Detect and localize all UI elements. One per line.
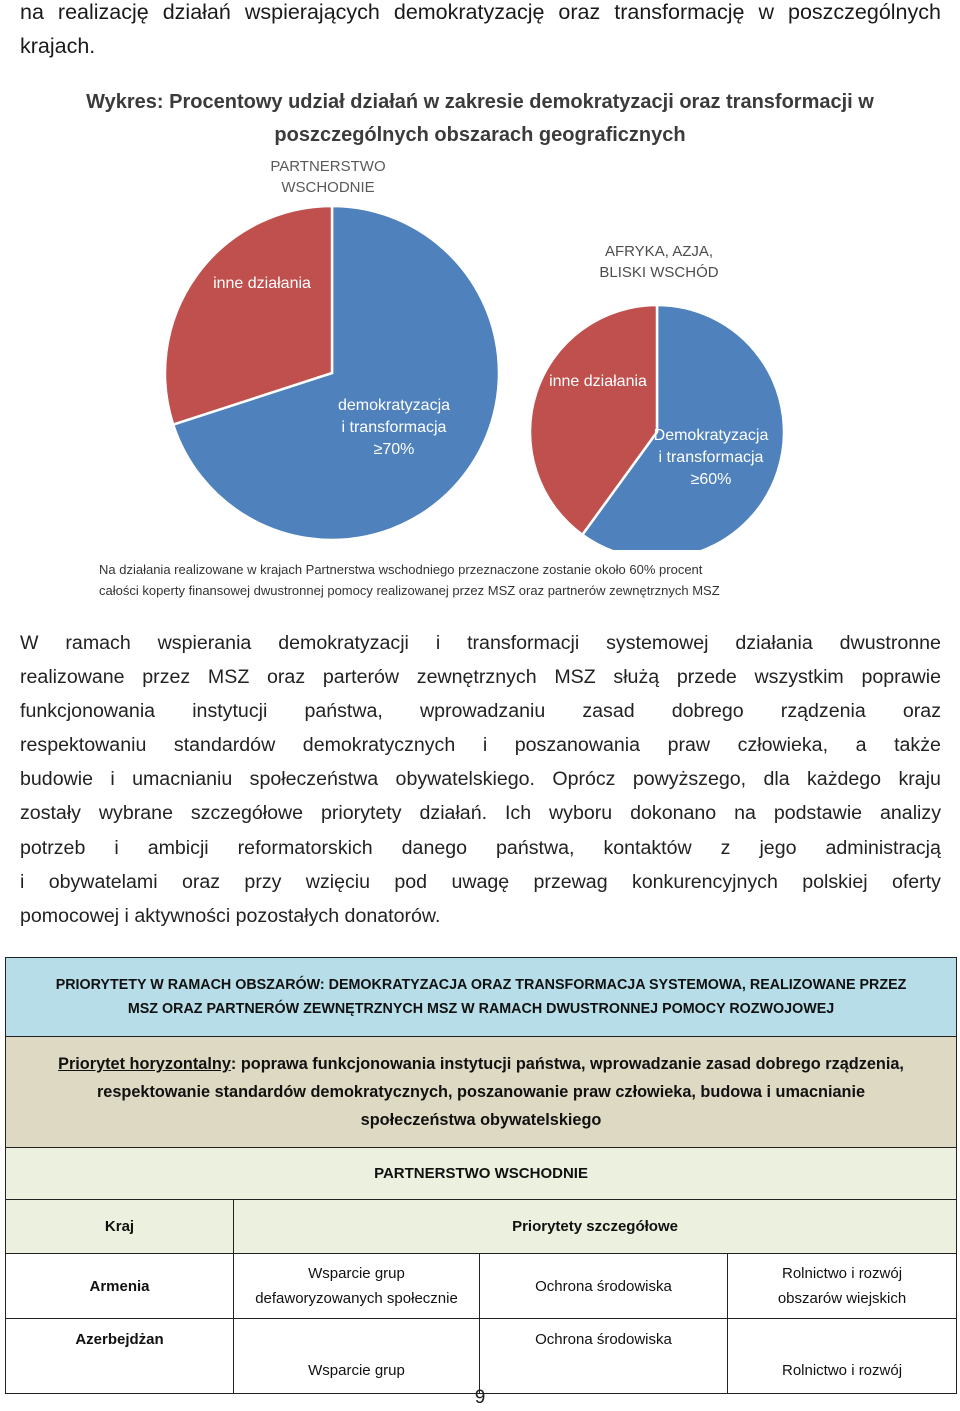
- paragraph-word: demokratycznych: [302, 734, 456, 757]
- pie-slice-label: inne działania: [213, 275, 311, 292]
- paragraph-word: państwa,: [496, 836, 575, 859]
- paragraph-word: realizowane: [20, 666, 125, 689]
- paragraph-word: administracją: [825, 836, 941, 859]
- intro-word: na: [20, 0, 44, 24]
- chart-title-line: poszczególnych obszarach geograficznych: [274, 124, 686, 146]
- intro-word: wspierających: [244, 0, 380, 24]
- paragraph-word: polskiej: [802, 870, 868, 893]
- paragraph-word: funkcjonowania: [20, 700, 156, 723]
- paragraph-word: dwustronne: [839, 632, 941, 654]
- paragraph-word: państwa,: [304, 700, 383, 723]
- paragraph-word: demokratyzacji: [278, 632, 409, 654]
- paragraph-word: umacnianiu: [132, 768, 233, 791]
- pie-slice-label: demokratyzacja i transformacja ≥70%: [337, 397, 451, 458]
- paragraph-word: wszystkim: [754, 666, 844, 689]
- paragraph-line: [20, 626, 941, 660]
- paragraph-word: zewnętrznych: [416, 666, 537, 689]
- paragraph-word: MSZ: [207, 666, 250, 689]
- intro-word: demokratyzację: [393, 0, 545, 24]
- chart-title: [0, 86, 960, 152]
- pie-chart-title: PARTNERSTWO WSCHODNIE: [270, 158, 386, 196]
- priority-cell: Rolnictwo i rozwój: [728, 1319, 957, 1394]
- paragraph-word: respektowaniu: [20, 734, 147, 757]
- paragraph-word: i: [119, 904, 129, 927]
- paragraph-word: obywatelami: [48, 870, 158, 893]
- paragraph-word: wybrane: [98, 802, 173, 825]
- paragraph-word: wzięciu: [305, 870, 371, 893]
- paragraph-line: [20, 694, 941, 728]
- table-row: [6, 1254, 957, 1319]
- intro-line-1: [20, 0, 941, 24]
- paragraph-line: [20, 762, 941, 796]
- paragraph-word: oraz: [902, 700, 941, 723]
- paragraph-word: donatorów.: [339, 904, 441, 927]
- paragraph-word: człowieka,: [737, 734, 829, 757]
- paragraph-word: aktywności: [128, 904, 231, 927]
- pie-chart-title: AFRYKA, AZJA, BLISKI WSCHÓD: [599, 243, 719, 281]
- paragraph-word: reformatorskich: [237, 836, 373, 859]
- pie-charts: [0, 150, 960, 550]
- priority-cell: Wsparcie grup defaworyzowanych społecznie: [234, 1254, 480, 1319]
- paragraph-word: priorytety: [321, 802, 402, 825]
- paragraph-word: i: [482, 734, 488, 757]
- paragraph-word: podstawie: [773, 802, 863, 825]
- horizontal-priority-label: Priorytet horyzontalny: [58, 1055, 231, 1073]
- paragraph-word: ramach: [65, 632, 131, 654]
- paragraph-word: transformacji: [467, 632, 580, 654]
- paragraph-word: przede: [676, 666, 737, 689]
- paragraph-word: dokonano: [630, 802, 717, 825]
- table-header-row: [6, 958, 957, 1037]
- paragraph-word: działań.: [419, 802, 488, 825]
- paragraph-word: zasad: [582, 700, 635, 723]
- paragraph-line: [20, 796, 941, 830]
- chart-note-line: całości koperty finansowej dwustronnej pomocy realizowanej przez MSZ oraz partnerów zewnętrznych MSZ: [99, 583, 720, 598]
- paragraph-word: poprawie: [861, 666, 941, 689]
- paragraph-line: [20, 831, 941, 865]
- paragraph-word: i: [110, 768, 115, 791]
- paragraph-word: systemowej: [606, 632, 709, 654]
- paragraph-word: przy: [244, 870, 282, 893]
- paragraph-word: W: [20, 632, 39, 654]
- intro-word: działań: [162, 0, 231, 24]
- paragraph-word: i: [114, 836, 119, 859]
- paragraph-word: szczegółowe: [190, 802, 304, 825]
- region-row: [6, 1148, 957, 1200]
- paragraph-word: praw: [667, 734, 711, 757]
- paragraph-word: poszanowania: [514, 734, 641, 757]
- paragraph-word: a: [855, 734, 867, 757]
- table-header-line: PRIORYTETY W RAMACH OBSZARÓW: DEMOKRATYZACJA ORAZ TRANSFORMACJA SYSTEMOWA, REALIZOWANE PRZEZ: [55, 977, 907, 993]
- paragraph-word: działania: [735, 632, 813, 654]
- paragraph-word: MSZ: [554, 666, 596, 689]
- paragraph-word: społeczeństwa: [249, 768, 379, 791]
- horizontal-priority-text: : poprawa funkcjonowania instytucji państwa, wprowadzanie zasad dobrego rządzenia, respektowanie standardów demokratycznych, poszanowanie praw człowieka, budowa i umacnianie społeczeństwa obywatelskiego: [96, 1055, 904, 1129]
- paragraph-word: każdego: [807, 768, 882, 791]
- paragraph-word: kontaktów: [603, 836, 692, 859]
- paragraph-word: budowie: [20, 768, 93, 791]
- paragraph-word: standardów: [173, 734, 276, 757]
- paragraph-line: [20, 865, 941, 899]
- priority-cell: Wsparcie grup: [234, 1319, 480, 1394]
- column-header-country: Kraj: [6, 1200, 234, 1254]
- paragraph-line: [20, 899, 941, 933]
- table-header-line: MSZ ORAZ PARTNERÓW ZEWNĘTRZNYCH MSZ W RAMACH DWUSTRONNEJ POMOCY ROZWOJOWEJ: [127, 1001, 835, 1017]
- pie-slice-label: inne działania: [549, 373, 647, 390]
- paragraph-word: Oprócz: [552, 768, 616, 791]
- paragraph-word: pomocowej: [20, 904, 120, 927]
- paragraph-word: danego: [401, 836, 468, 859]
- chart-note-line: Na działania realizowane w krajach Partnerstwa wschodniego przeznaczone zostanie około 60% procent: [99, 562, 703, 577]
- region-cell: PARTNERSTWO WSCHODNIE: [6, 1148, 957, 1200]
- chart-title-line: Wykres: Procentowy udział działań w zakresie demokratyzacji oraz transformacji w: [86, 91, 874, 113]
- priority-cell: Rolnictwo i rozwój obszarów wiejskich: [728, 1254, 957, 1319]
- page-number: 9: [474, 1387, 486, 1408]
- paragraph-word: obywatelskiego.: [395, 768, 535, 791]
- pie-slice-label: Demokratyzacja i transformacja ≥60%: [653, 427, 769, 488]
- paragraph-line: [20, 728, 941, 762]
- intro-word: realizację: [57, 0, 149, 24]
- table-header-cell: [6, 958, 957, 1037]
- paragraph-word: jego: [759, 836, 797, 859]
- paragraph-word: oraz: [181, 870, 221, 893]
- paragraph-word: powyższego,: [632, 768, 747, 791]
- priorities-table: [5, 957, 957, 1394]
- body-paragraph: [20, 626, 941, 933]
- paragraph-word: ambicji: [147, 836, 209, 859]
- paragraph-word: parterów: [322, 666, 400, 689]
- paragraph-word: wyboru: [549, 802, 613, 825]
- paragraph-word: przez: [142, 666, 191, 689]
- country-cell: Armenia: [6, 1254, 234, 1319]
- paragraph-word: Ich: [504, 802, 532, 825]
- table-row: [6, 1319, 957, 1394]
- paragraph-word: analizy: [880, 802, 941, 825]
- paragraph-word: uwagę: [451, 870, 510, 893]
- paragraph-word: dobrego: [671, 700, 744, 723]
- paragraph-word: na: [734, 802, 756, 825]
- intro-word: transformację: [614, 0, 745, 24]
- paragraph-word: oraz: [267, 666, 306, 689]
- paragraph-word: także: [894, 734, 941, 757]
- chart-note: [99, 559, 859, 601]
- paragraph-word: wspierania: [157, 632, 252, 654]
- paragraph-word: pod: [394, 870, 428, 893]
- intro-word: w: [758, 0, 774, 24]
- paragraph-word: instytucji: [192, 700, 268, 723]
- paragraph-word: przewag: [533, 870, 608, 893]
- paragraph-word: z: [720, 836, 731, 859]
- paragraph-word: i: [20, 870, 25, 893]
- paragraph-word: dla: [763, 768, 790, 791]
- country-cell: Azerbejdżan: [6, 1319, 234, 1394]
- paragraph-word: służą: [613, 666, 660, 689]
- priority-cell: Ochrona środowiska: [480, 1254, 728, 1319]
- paragraph-word: i: [435, 632, 441, 654]
- priority-cell: Ochrona środowiska: [480, 1319, 728, 1394]
- intro-line-2: krajach.: [20, 34, 96, 58]
- paragraph-word: wprowadzaniu: [419, 700, 546, 723]
- paragraph-word: rządzenia: [780, 700, 866, 723]
- paragraph-word: zostały: [20, 802, 81, 825]
- paragraph-word: pozostałych: [230, 904, 340, 927]
- intro-word: poszczególnych: [787, 0, 941, 24]
- paragraph-word: potrzeb: [20, 836, 86, 859]
- intro-word: oraz: [558, 0, 601, 24]
- column-header-row: [6, 1200, 957, 1254]
- horizontal-priority-cell: [6, 1037, 957, 1148]
- paragraph-word: oferty: [891, 870, 941, 893]
- paragraph-word: kraju: [898, 768, 941, 791]
- column-header-priorities: Priorytety szczegółowe: [234, 1200, 957, 1254]
- horizontal-priority-row: [6, 1037, 957, 1148]
- paragraph-line: [20, 660, 941, 694]
- paragraph-word: konkurencyjnych: [631, 870, 778, 893]
